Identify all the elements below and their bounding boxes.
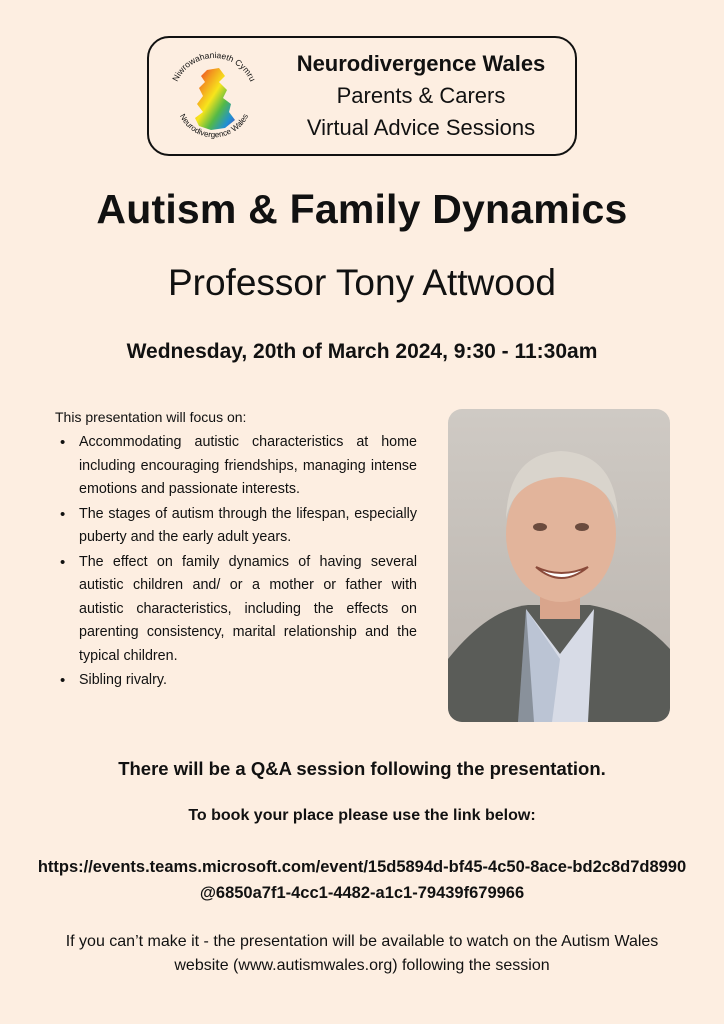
booking-link[interactable]: https://events.teams.microsoft.com/event/15d5894d-bf45-4c50-8ace-bd2c8d7d8990@6850a7f1-4cc1-4482-a1c1-79439f679966 [37, 858, 687, 902]
intro-text: This presentation will focus on: [55, 409, 247, 425]
org-name: Neurodivergence Wales [296, 51, 546, 76]
event-date: Wednesday, 20th of March 2024, 9:30 - 11:30am [126, 340, 598, 363]
header-box [147, 36, 577, 156]
footer-note: If you can’t make it - the presentation will be available to watch on the Autism Wales website (www.autismwales.org) following the session [65, 933, 659, 974]
header-line-2: Virtual Advice Sessions [306, 115, 536, 140]
header-line-1: Parents & Carers [336, 83, 506, 108]
booking-label: To book your place please use the link below: [188, 807, 536, 824]
list-item: • The stages of autism through the lifespan, especially puberty and the early adult years. [55, 503, 417, 550]
list-item: • The effect on family dynamics of having several autistic children and/ or a mother or father with autistic characteristics, including the effects on parenting consistency, marital relationship and the typical children. [55, 551, 417, 669]
speaker-name: Professor Tony Attwood [167, 262, 557, 303]
wales-map-logo-icon [159, 46, 269, 150]
svg-text:Niwrowahaniaeth Cymru: Niwrowahaniaeth Cymru [170, 49, 258, 83]
speaker-photo [448, 409, 670, 722]
topic-list [55, 431, 417, 694]
list-item: • Accommodating autistic characteristics at home including encouraging friendships, managing intense emotions and passionate interests. [55, 431, 417, 502]
svg-text:Neurodivergence Wales: Neurodivergence Wales [177, 112, 251, 140]
event-title: Autism & Family Dynamics [96, 186, 628, 232]
header-text [273, 48, 569, 144]
list-item: • Sibling rivalry. [55, 669, 417, 693]
qa-notice: There will be a Q&A session following the presentation. [118, 758, 606, 779]
